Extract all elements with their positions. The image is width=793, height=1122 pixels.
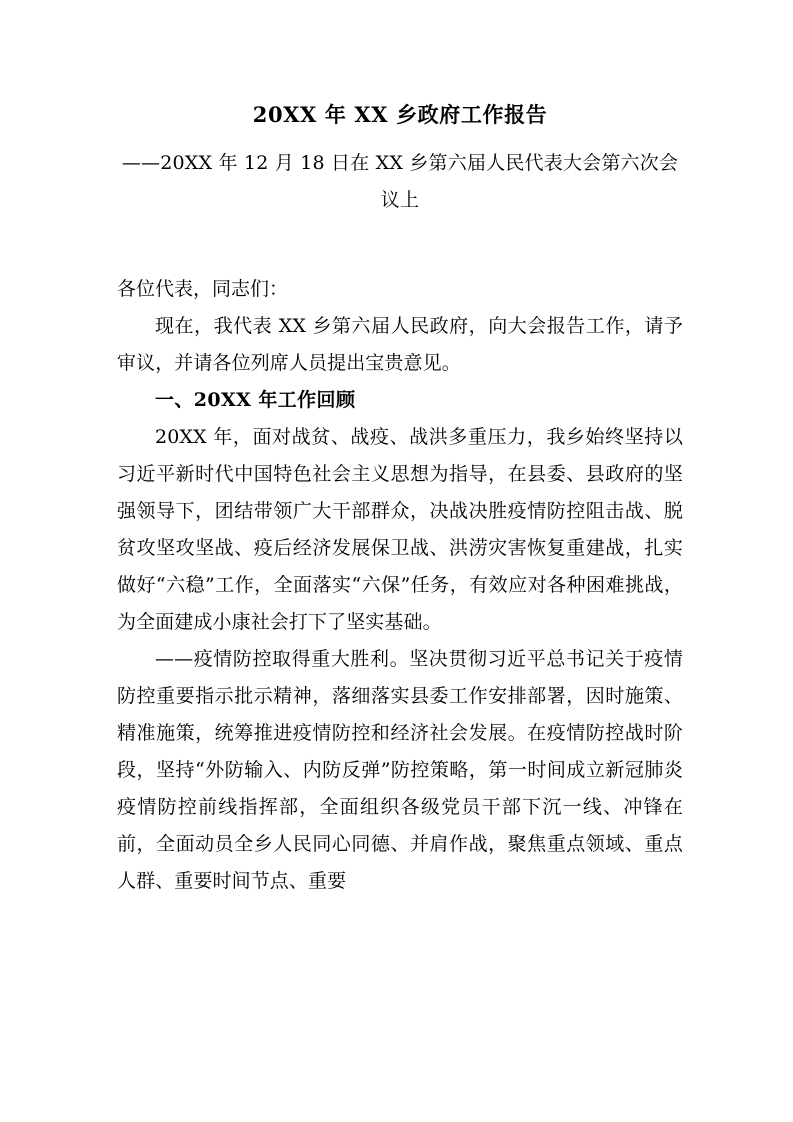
document-subtitle: ——20XX 年 12 月 18 日在 XX 乡第六届人民代表大会第六次会议上 (121, 152, 679, 211)
section-heading-work-review: 一、20XX 年工作回顾 (155, 389, 356, 411)
document-title: 20XX 年 XX 乡政府工作报告 (252, 102, 548, 127)
body-paragraph-1: 20XX 年，面对战贫、战疫、战洪多重压力，我乡始终坚持以习近平新时代中国特色社会主义思想为指导，在县委、县政府的坚强领导下，团结带领广大干部群众，决战决胜疫情防控阻击战、脱贫攻坚攻坚战、疫后经济发展保卫战、洪涝灾害恢复重建战，扎实做好“六稳”工作，全面落实“六保”任务，有效应对各种困难挑战，为全面建成小康社会打下了坚实基础。 (117, 426, 683, 633)
intro-paragraph: 现在，我代表 XX 乡第六届人民政府，向大会报告工作，请予审议，并请各位列席人员提出宝贵意见。 (117, 315, 683, 374)
salutation-line: 各位代表，同志们： (117, 278, 289, 300)
body-paragraph-2: ——疫情防控取得重大胜利。坚决贯彻习近平总书记关于疫情防控重要指示批示精神，落细落实县委工作安排部署，因时施策、精准施策，统筹推进疫情防控和经济社会发展。在疫情防控战时阶段，坚持“外防输入、内防反弹”防控策略，第一时间成立新冠肺炎疫情防控前线指挥部，全面组织各级党员干部下沉一线、冲锋在前，全面动员全乡人民同心同德、并肩作战，聚焦重点领域、重点人群、重要时间节点、重要 (117, 648, 683, 892)
document-content (117, 96, 683, 900)
